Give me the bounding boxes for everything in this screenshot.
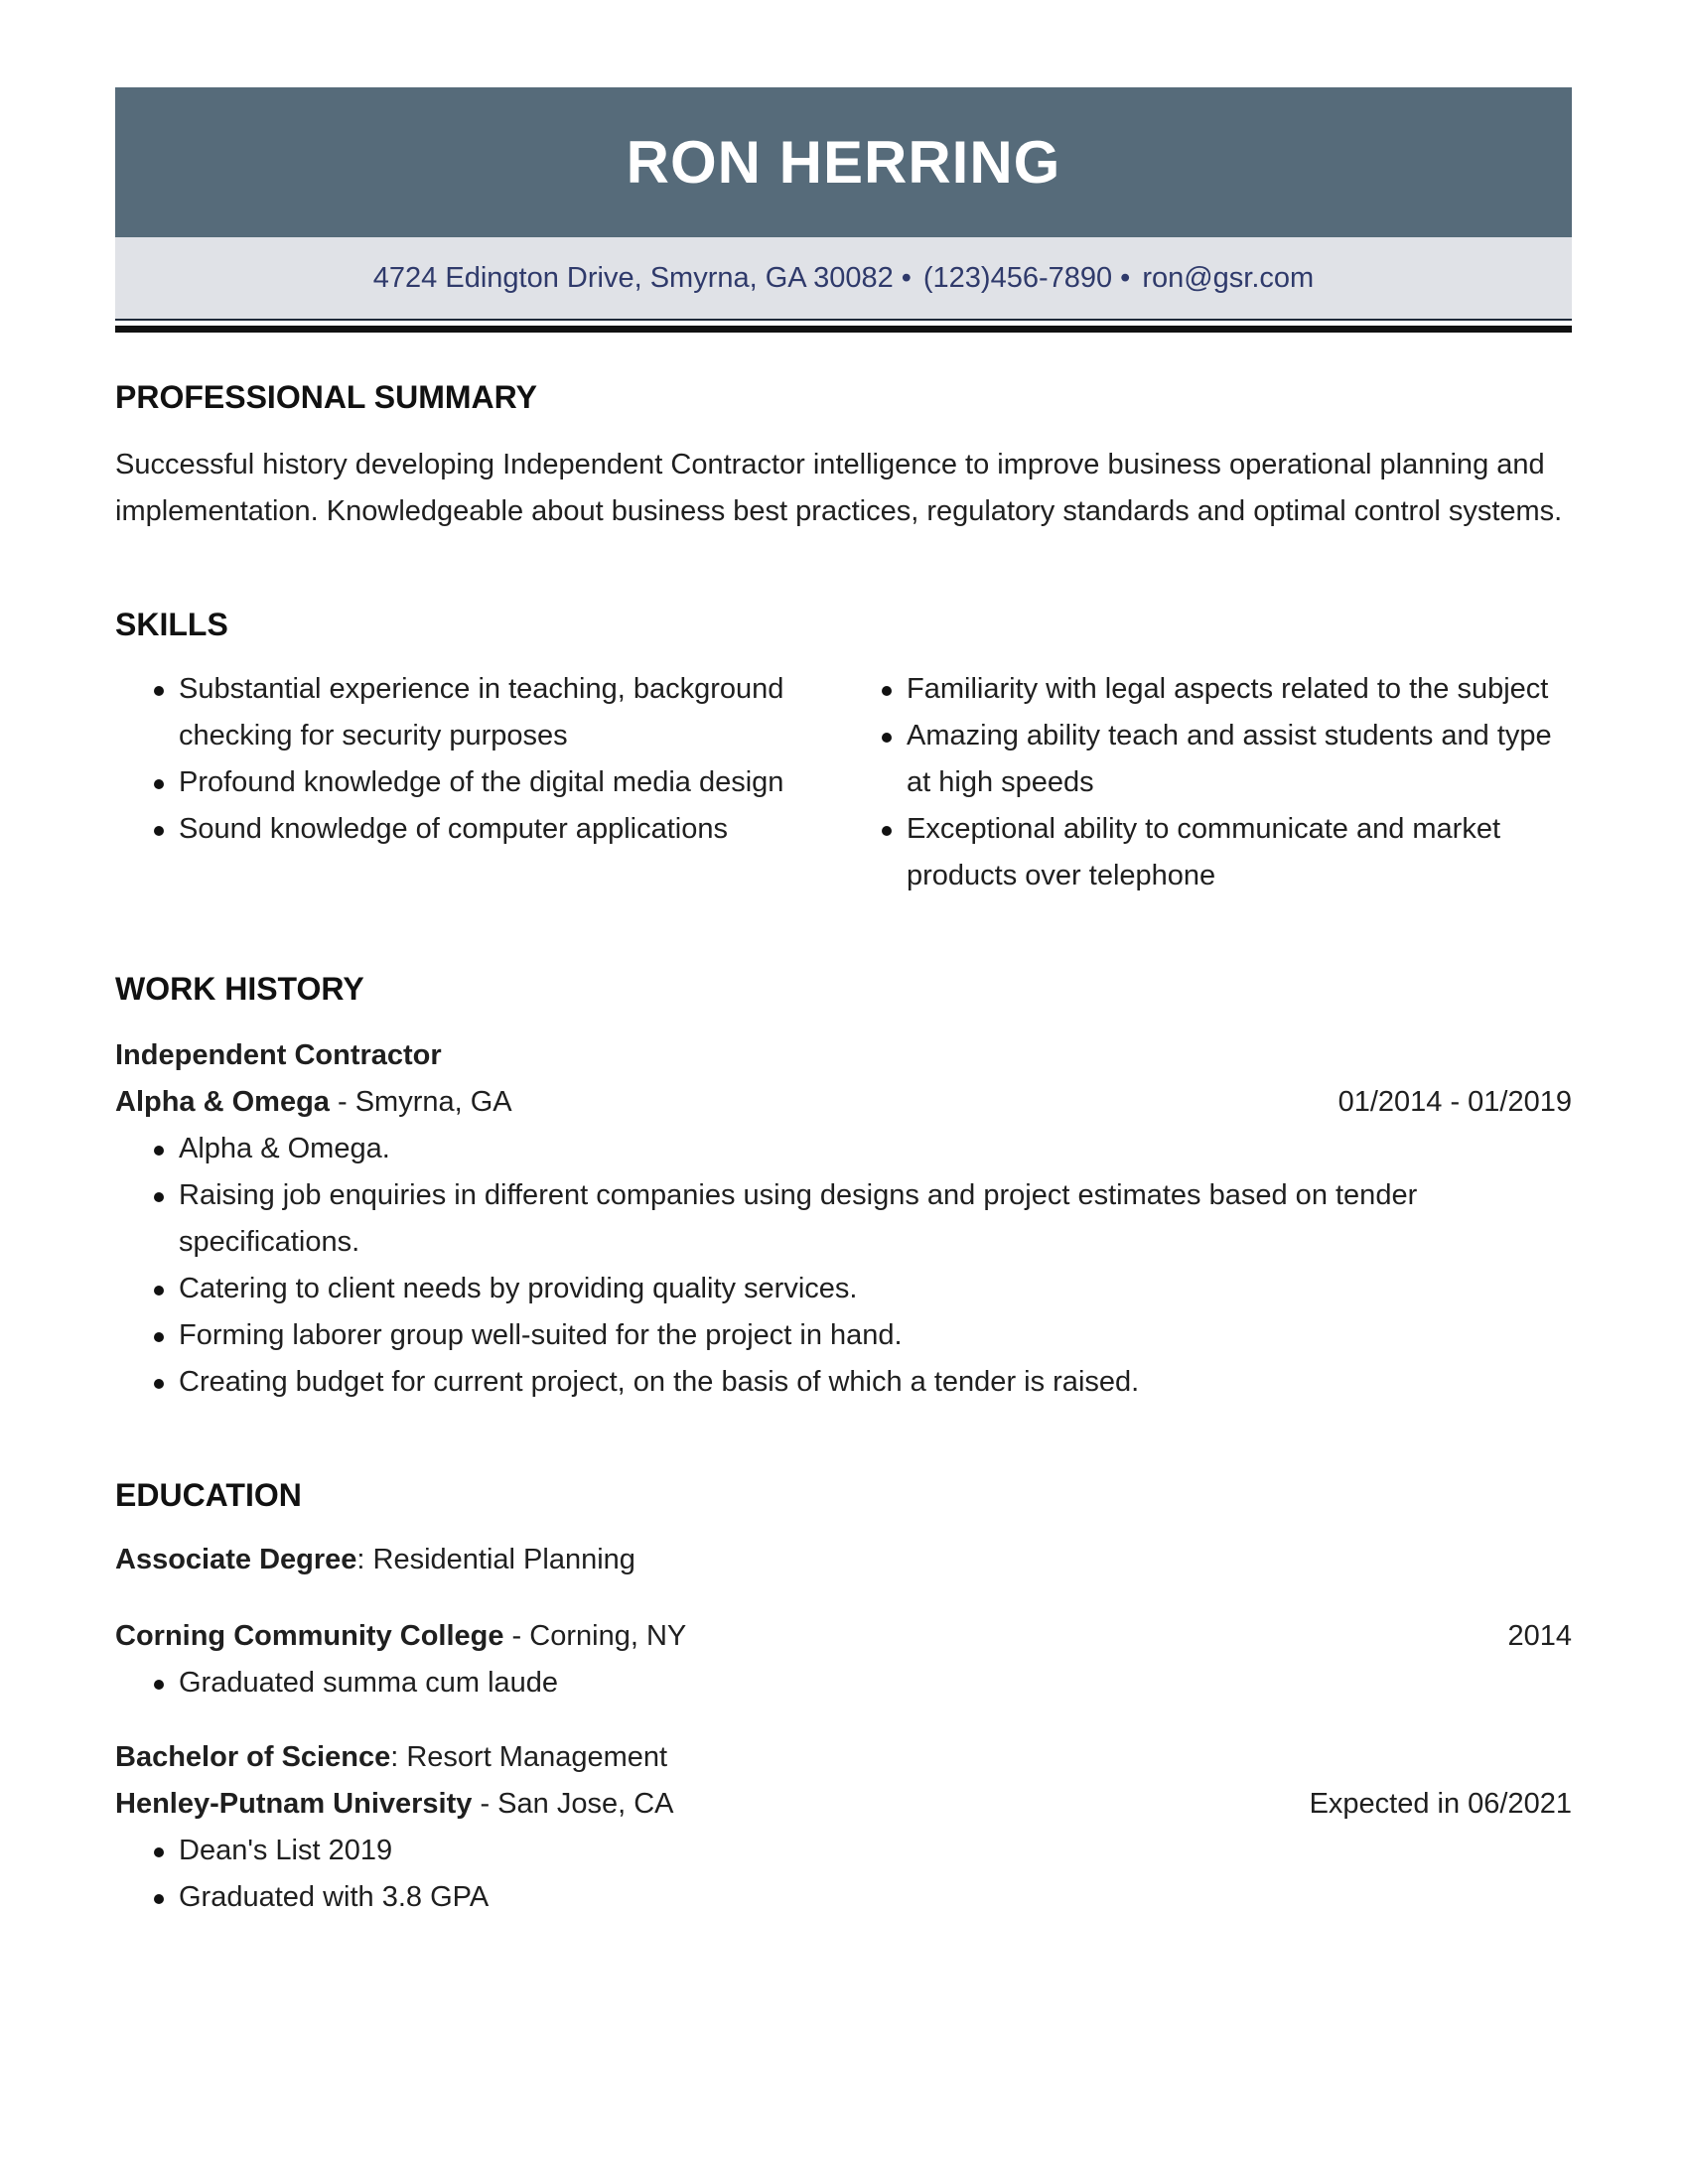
education-school [115, 1613, 686, 1660]
contact-bar [115, 237, 1572, 319]
summary-section [115, 377, 1572, 535]
resume-body [115, 377, 1572, 1921]
list-item: Familiarity with legal aspects related to the subject [907, 666, 1571, 713]
job-bullets [115, 1126, 1572, 1406]
skills-column-right [843, 666, 1571, 899]
work-history-section [115, 969, 1572, 1406]
skills-list [843, 666, 1571, 899]
list-item: Profound knowledge of the digital media design [179, 759, 843, 806]
education-school-row [115, 1613, 1572, 1660]
header-divider-thin [115, 319, 1572, 321]
header-divider-thick [115, 326, 1572, 333]
section-title: EDUCATION [115, 1477, 302, 1513]
degree-name: Associate Degree [115, 1544, 357, 1575]
name-banner [115, 87, 1572, 237]
school-name: Henley-Putnam University [115, 1788, 473, 1820]
contact-phone: (123)456-7890 [922, 261, 1113, 294]
education-school [115, 1781, 673, 1828]
job-employer [115, 1079, 512, 1126]
job-dates: 01/2014 - 01/2019 [1337, 1086, 1572, 1118]
degree-name: Bachelor of Science [115, 1741, 391, 1773]
list-item: Exceptional ability to communicate and market products over telephone [907, 806, 1571, 899]
education-school-row [115, 1781, 1572, 1828]
skills-section [115, 605, 1572, 899]
list-item: Raising job enquiries in different companies using designs and project estimates based on tender specifications. [179, 1172, 1572, 1266]
education-bullets [115, 1660, 1572, 1706]
list-item: Forming laborer group well-suited for the project in hand. [179, 1312, 1572, 1359]
list-item: Substantial experience in teaching, background checking for security purposes [179, 666, 843, 759]
degree-field: : Residential Planning [356, 1544, 635, 1575]
list-item: Graduated summa cum laude [179, 1660, 1572, 1706]
education-date: 2014 [1507, 1620, 1572, 1652]
contact-address: 4724 Edington Drive, Smyrna, GA 30082 [372, 261, 894, 294]
education-degree [115, 1537, 1572, 1583]
summary-text: Successful history developing Independent Contractor intelligence to improve business operational planning and implementation. Knowledgeable about business best practices, regulatory standards and optimal control systems. [115, 449, 1563, 527]
job-employer-row [115, 1079, 1572, 1126]
section-title: PROFESSIONAL SUMMARY [115, 379, 537, 415]
skills-column-left [115, 666, 843, 899]
list-item: Alpha & Omega. [179, 1126, 1572, 1172]
job-position: Independent Contractor [115, 1039, 442, 1071]
section-title: SKILLS [115, 607, 228, 642]
list-item: Dean's List 2019 [179, 1828, 1572, 1874]
school-location: - San Jose, CA [472, 1788, 674, 1820]
school-name: Corning Community College [115, 1620, 504, 1652]
company-name: Alpha & Omega [115, 1086, 330, 1118]
degree-field: : Resort Management [390, 1741, 668, 1773]
contact-email: ron@gsr.com [1142, 261, 1315, 294]
section-title: WORK HISTORY [115, 971, 364, 1007]
contact-separator: • [901, 261, 912, 294]
candidate-name: RON HERRING [626, 129, 1061, 196]
skills-list [115, 666, 843, 853]
list-item: Graduated with 3.8 GPA [179, 1874, 1572, 1921]
list-item: Catering to client needs by providing quality services. [179, 1266, 1572, 1312]
school-location: - Corning, NY [503, 1620, 687, 1652]
education-section [115, 1475, 1572, 1921]
education-date: Expected in 06/2021 [1309, 1788, 1572, 1820]
list-item: Creating budget for current project, on the basis of which a tender is raised. [179, 1359, 1572, 1406]
education-degree [115, 1734, 1572, 1781]
list-item: Amazing ability teach and assist students and type at high speeds [907, 713, 1571, 806]
company-location: - Smyrna, GA [329, 1086, 512, 1118]
contact-separator: • [1120, 261, 1131, 294]
list-item: Sound knowledge of computer applications [179, 806, 843, 853]
education-bullets [115, 1828, 1572, 1921]
skills-columns [115, 666, 1572, 899]
